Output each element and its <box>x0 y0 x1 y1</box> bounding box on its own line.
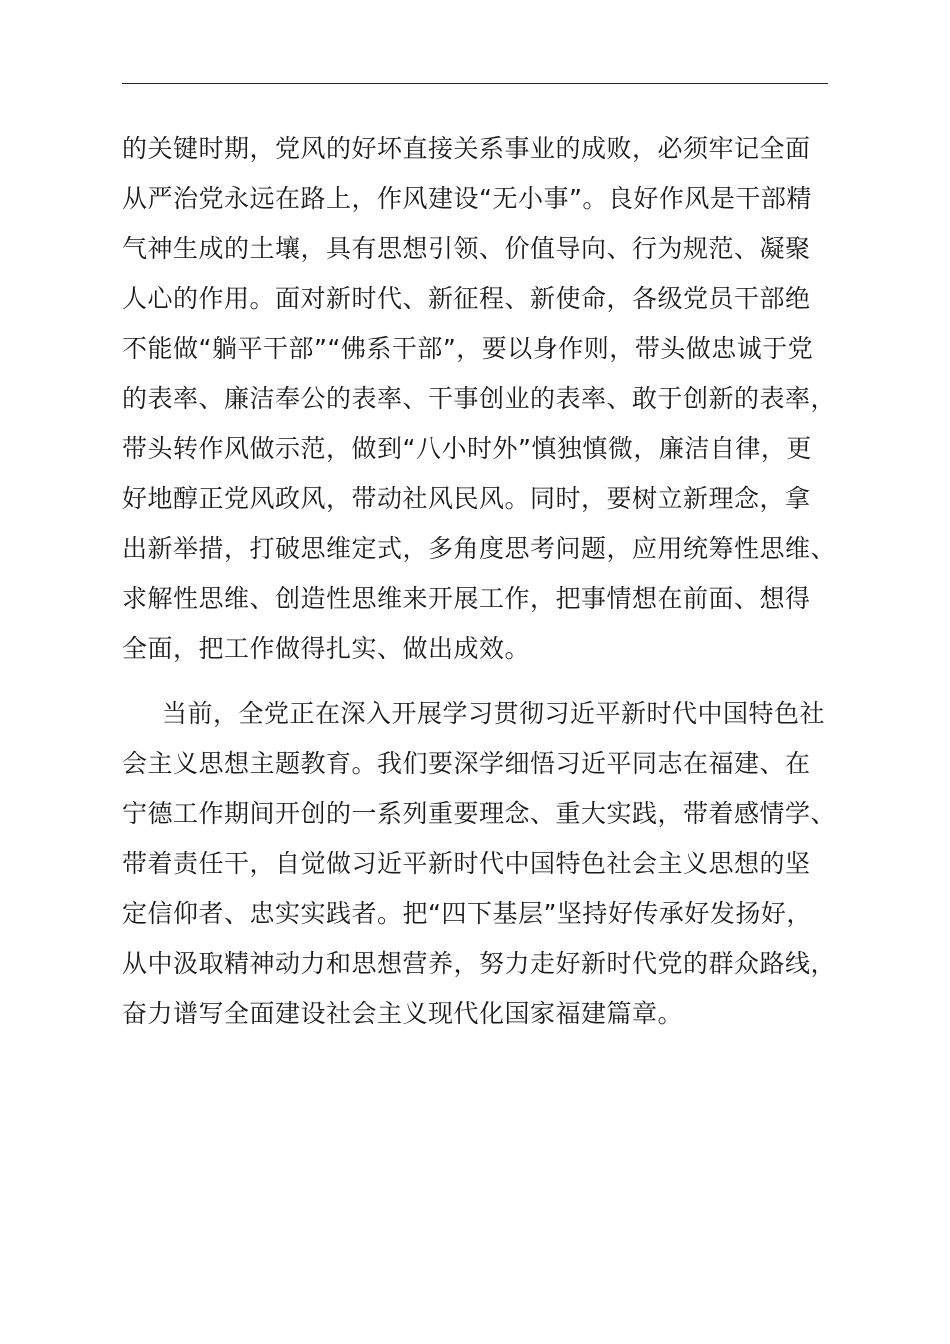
text-line: 从严治党永远在路上，作风建设“无小事”。良好作风是干部精 <box>122 184 812 213</box>
text-line: 人心的作用。面对新时代、新征程、新使命，各级党员干部绝 <box>122 284 811 313</box>
text-line: 定信仰者、忠实实践者。把“四下基层”坚持好传承好发扬好， <box>122 899 812 928</box>
text-line: 当前，全党正在深入开展学习贯彻习近平新时代中国特色社 <box>162 699 826 728</box>
text-line: 宁德工作期间开创的一系列重要理念、重大实践，带着感情学、 <box>122 799 837 828</box>
header-rule <box>122 83 828 84</box>
text-line: 带头转作风做示范，做到“八小时外”慎独慎微，廉洁自律，更 <box>122 434 812 463</box>
paragraph-1 <box>122 124 852 674</box>
text-line: 从中汲取精神动力和思想营养，努力走好新时代党的群众路线， <box>122 949 837 978</box>
paragraph-gap <box>122 674 852 689</box>
text-line: 会主义思想主题教育。我们要深学细悟习近平同志在福建、在 <box>122 749 811 778</box>
text-line: 的表率、廉洁奉公的表率、干事创业的表率、敢于创新的表率， <box>122 384 837 413</box>
text-line: 的关键时期，党风的好坏直接关系事业的成败，必须牢记全面 <box>122 134 811 163</box>
text-line: 气神生成的土壤，具有思想引领、价值导向、行为规范、凝聚 <box>122 234 811 263</box>
text-line: 全面，把工作做得扎实、做出成效。 <box>122 634 531 663</box>
text-line: 好地醇正党风政风，带动社风民风。同时，要树立新理念，拿 <box>122 484 811 513</box>
text-line: 不能做“躺平干部”“佛系干部”，要以身作则，带头做忠诚于党 <box>122 334 814 363</box>
text-line: 奋力谱写全面建设社会主义现代化国家福建篇章。 <box>122 999 684 1028</box>
text-line: 出新举措，打破思维定式，多角度思考问题，应用统筹性思维、 <box>122 534 837 563</box>
paragraph-2 <box>122 689 852 1039</box>
text-line: 求解性思维、创造性思维来开展工作，把事情想在前面、想得 <box>122 584 811 613</box>
text-line: 带着责任干，自觉做习近平新时代中国特色社会主义思想的坚 <box>122 849 811 878</box>
document-body <box>122 124 852 1039</box>
